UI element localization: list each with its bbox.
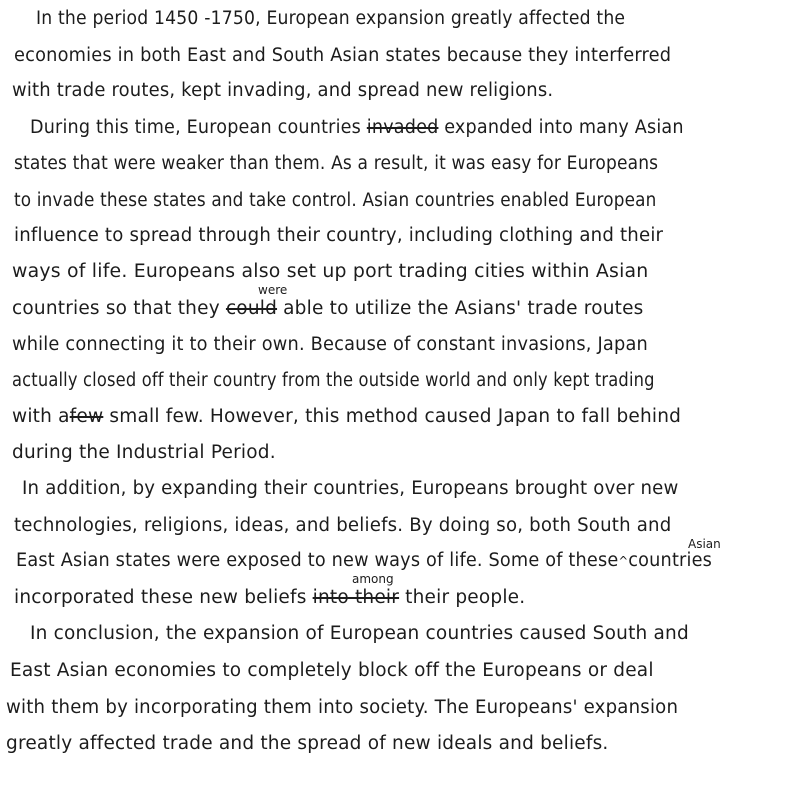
essay-line: with trade routes, kept invading, and spread new religions. [12,80,554,101]
essay-text: expanded into many Asian [444,117,684,138]
crossed-out-word: into their [312,587,400,608]
essay-text: able to utilize the Asians' trade routes [283,298,644,319]
essay-text: small few. However, this method caused Japan to fall behind [109,406,682,427]
essay-line [30,117,684,139]
inserted-word: Asian [688,537,721,551]
essay-line: actually closed off their country from the outside world and only kept trading [12,370,655,391]
crossed-out-word: few [69,406,104,427]
essay-line [12,298,644,320]
essay-text: During this time, European countries [30,117,362,138]
essay-text: countries [628,550,713,571]
essay-line: states that were weaker than them. As a result, it was easy for Europeans [14,153,659,174]
essay-line: ways of life. Europeans also set up port trading cities within Asian [12,261,649,282]
inserted-word: among [352,572,394,586]
essay-line: to invade these states and take control. Asian countries enabled European [14,190,657,211]
essay-text: incorporated these new beliefs [14,587,307,608]
essay-line: with them by incorporating them into society. The Europeans' expansion [6,697,679,718]
essay-line [14,587,525,609]
essay-text: their people. [405,587,526,608]
essay-text: with a [12,406,70,427]
essay-text: countries so that they [12,298,220,319]
insertion-caret: ^ [618,554,629,568]
essay-line: In conclusion, the expansion of European countries caused South and [30,623,689,644]
essay-line: In addition, by expanding their countries, Europeans brought over new [22,478,679,499]
essay-line [16,550,712,572]
essay-line: In the period 1450 -1750, European expansion greatly affected the [36,8,626,29]
essay-line: greatly affected trade and the spread of new ideals and beliefs. [6,733,609,754]
crossed-out-word: invaded [366,117,439,138]
essay-line: economies in both East and South Asian states because they interferred [14,45,672,66]
essay-line [12,406,681,428]
essay-line: while connecting it to their own. Because of constant invasions, Japan [12,334,648,355]
inserted-word: were [258,283,288,297]
essay-line: technologies, religions, ideas, and beliefs. By doing so, both South and [14,515,672,536]
essay-line: during the Industrial Period. [12,442,276,463]
crossed-out-word: could [225,298,278,319]
essay-line: East Asian economies to completely block off the Europeans or deal [10,660,654,681]
essay-text: East Asian states were exposed to new ways of life. Some of these [16,550,619,571]
essay-line: influence to spread through their country, including clothing and their [14,225,664,246]
